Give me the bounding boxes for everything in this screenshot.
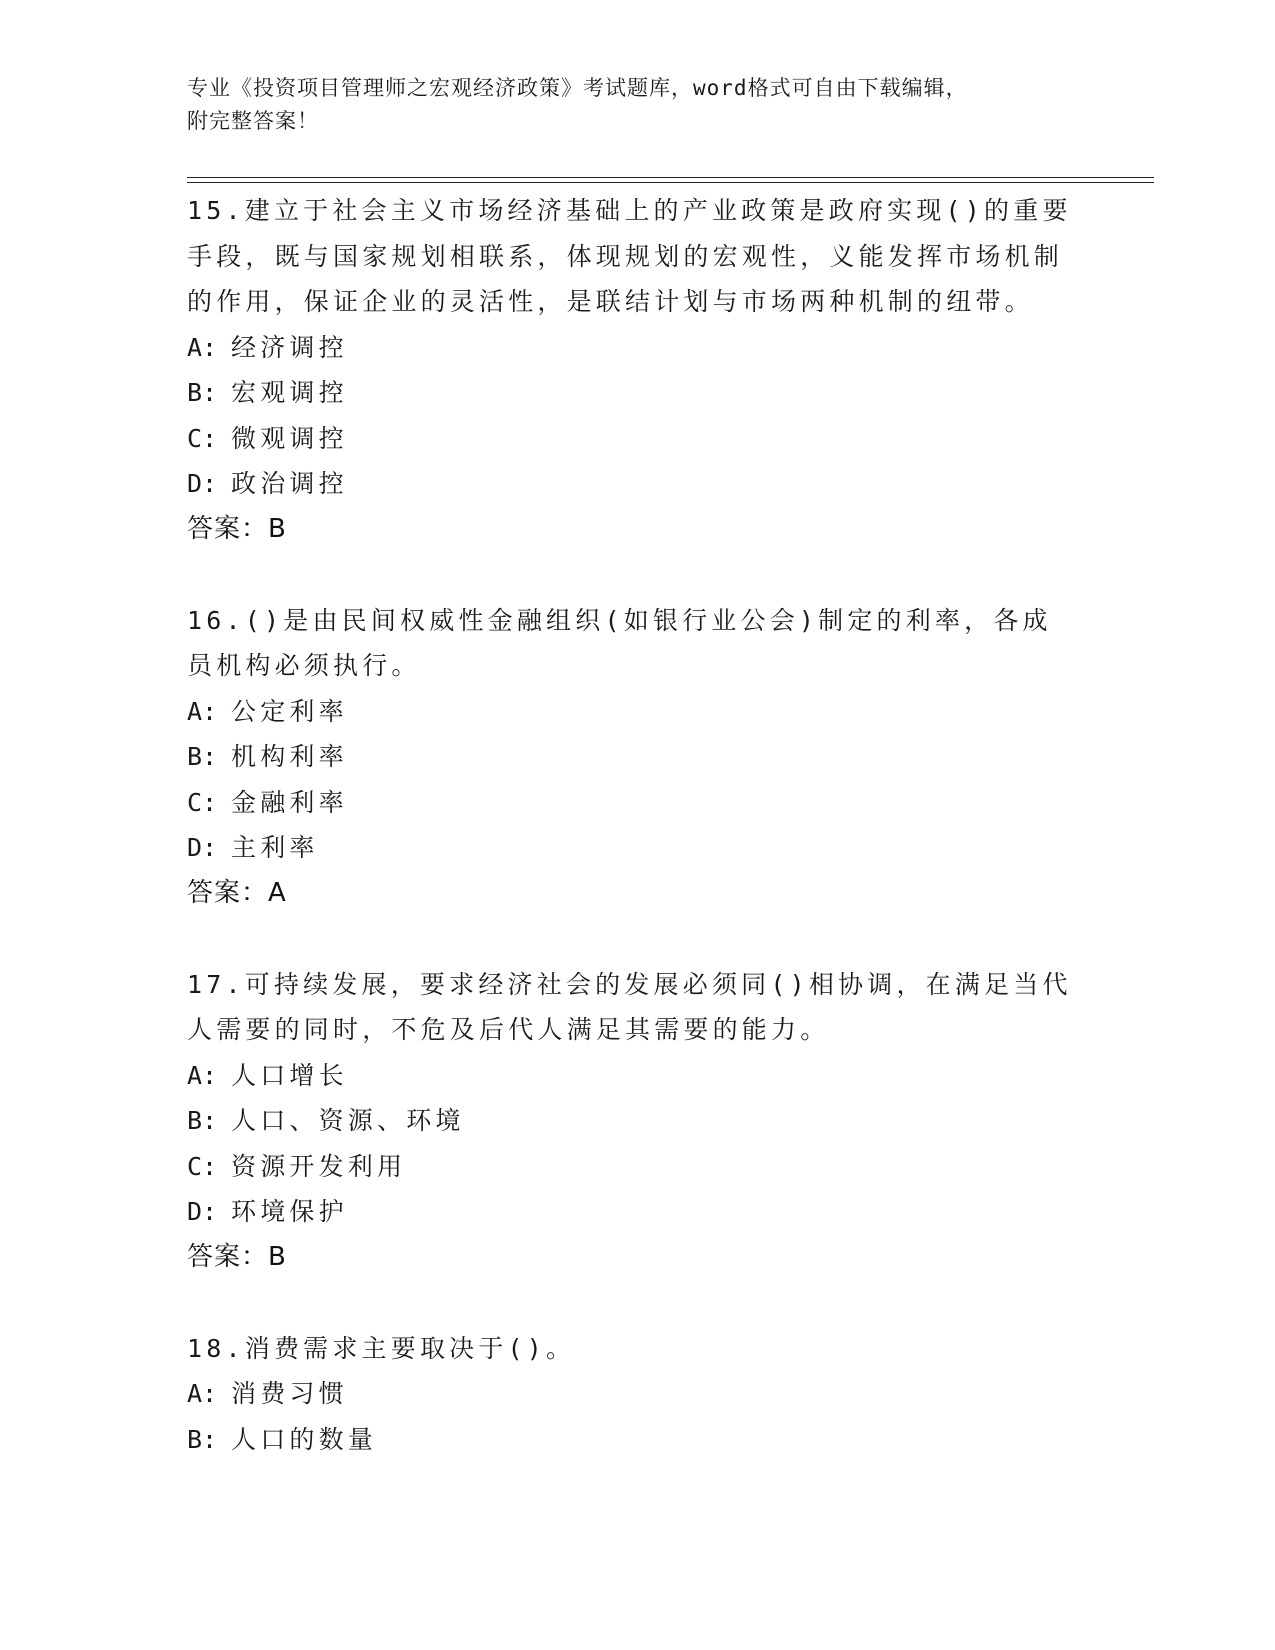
option-text: 经济调控	[231, 332, 348, 362]
option-a	[187, 689, 1147, 735]
option-text: 资源开发利用	[231, 1151, 407, 1181]
option-a	[187, 1371, 1147, 1417]
option-label: B:	[187, 378, 218, 407]
option-d	[187, 1189, 1147, 1235]
option-label: A:	[187, 696, 218, 726]
answer-line: 答案：A	[187, 877, 287, 908]
option-c	[187, 1144, 1147, 1190]
answer-line: 答案：B	[187, 513, 287, 544]
question-text: 16.()是由民间权威性金融组织(如银行业公会)制定的利率，各成员机构必须执行。	[187, 605, 1052, 680]
option-text: 金融利率	[231, 787, 348, 817]
option-d	[187, 825, 1147, 871]
option-text: 宏观调控	[231, 378, 348, 407]
option-b	[187, 1417, 1147, 1463]
question-spacer	[187, 552, 1147, 598]
option-label: D:	[187, 469, 218, 498]
option-label: C:	[187, 423, 218, 453]
option-text: 机构利率	[231, 742, 348, 771]
question-list	[187, 188, 1147, 1462]
answer-line: 答案：B	[187, 1241, 287, 1272]
option-text: 人口的数量	[231, 1424, 378, 1454]
option-text: 人口增长	[231, 1060, 348, 1090]
question-18	[187, 1326, 1147, 1463]
option-label: D:	[187, 1197, 218, 1226]
option-label: A:	[187, 1060, 218, 1090]
option-a	[187, 325, 1147, 371]
question-spacer	[187, 1280, 1147, 1326]
question-15	[187, 188, 1147, 552]
option-text: 主利率	[231, 833, 319, 862]
option-label: B:	[187, 1106, 218, 1135]
question-17	[187, 962, 1147, 1281]
option-text: 环境保护	[231, 1197, 348, 1226]
document-header	[187, 72, 1067, 138]
option-label: A:	[187, 332, 218, 362]
option-c	[187, 416, 1147, 462]
option-label: C:	[187, 1151, 218, 1181]
header-line-1: 专业《投资项目管理师之宏观经济政策》考试题库，word格式可自由下载编辑，	[187, 76, 968, 100]
option-label: B:	[187, 742, 218, 771]
option-b	[187, 734, 1147, 780]
question-text: 15.建立于社会主义市场经济基础上的产业政策是政府实现()的重要手段，既与国家规划相联系，体现规划的宏观性，义能发挥市场机制的作用，保证企业的灵活性，是联结计划与市场两种机制的纽带。	[187, 196, 1072, 316]
option-label: B:	[187, 1424, 218, 1454]
option-a	[187, 1053, 1147, 1099]
header-divider-top	[187, 177, 1154, 178]
option-text: 公定利率	[231, 696, 348, 726]
option-text: 人口、资源、环境	[231, 1106, 465, 1135]
option-text: 政治调控	[231, 469, 348, 498]
option-d	[187, 461, 1147, 507]
header-divider-bottom	[187, 182, 1154, 183]
question-text: 17.可持续发展，要求经济社会的发展必须同()相协调，在满足当代人需要的同时，不危及后代人满足其需要的能力。	[187, 969, 1072, 1044]
option-c	[187, 780, 1147, 826]
header-line-2: 附完整答案！	[187, 109, 319, 133]
option-text: 微观调控	[231, 423, 348, 453]
option-label: A:	[187, 1379, 218, 1408]
question-spacer	[187, 916, 1147, 962]
question-16	[187, 598, 1147, 917]
option-label: D:	[187, 833, 218, 862]
question-text: 18.消费需求主要取决于()。	[187, 1333, 576, 1363]
option-label: C:	[187, 787, 218, 817]
option-b	[187, 1098, 1147, 1144]
option-text: 消费习惯	[231, 1379, 348, 1408]
option-b	[187, 370, 1147, 416]
